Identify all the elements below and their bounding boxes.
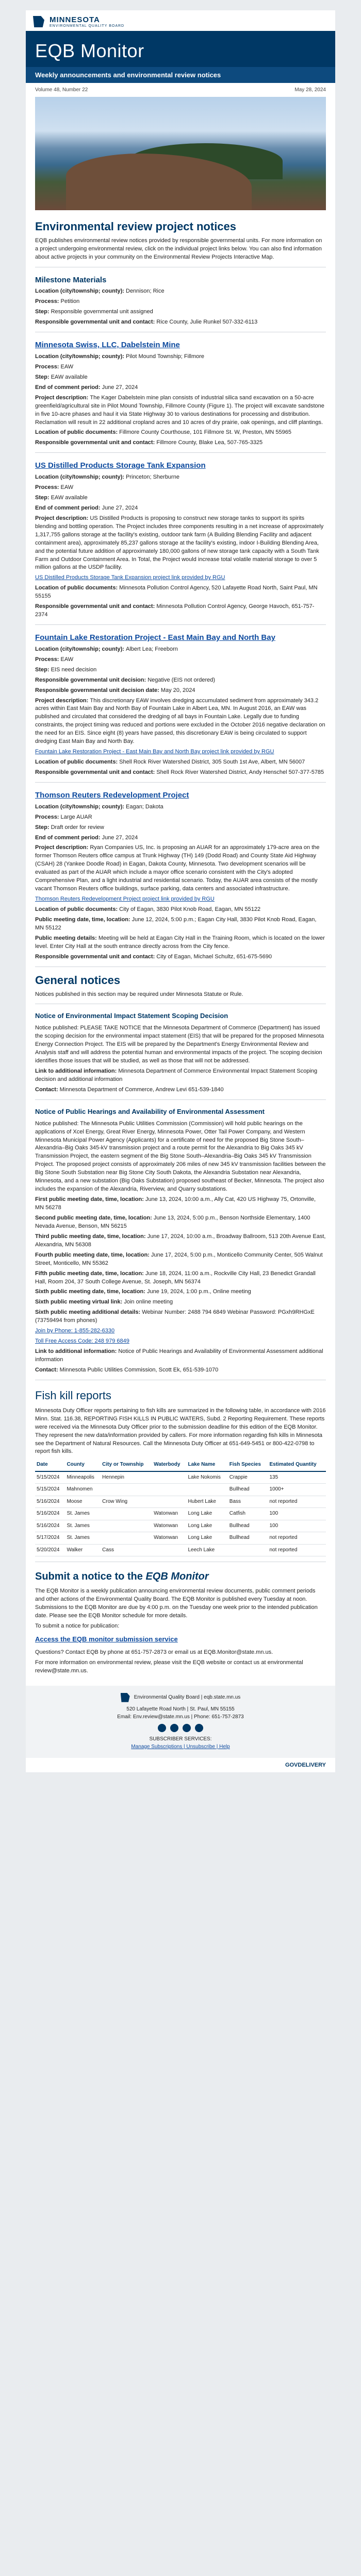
divider	[35, 624, 326, 625]
env-review-intro: EQB publishes environmental review notices provided by responsible governmental units. For more information on a project undergoing environmental review, click on the individual project links below. You can also find information about active projects in your community on the Environmental Review Projects Interactive Map.	[35, 237, 322, 260]
table-cell: Cass	[101, 1544, 152, 1556]
field-label: Location (city/township; county):	[35, 288, 126, 295]
field-row	[35, 1086, 326, 1094]
issue-row	[26, 83, 335, 97]
table-cell	[228, 1544, 268, 1556]
table-row	[35, 1532, 326, 1545]
general-notices-intro: Notices published in this section may be required under Minnesota Statute or Rule.	[35, 991, 243, 997]
column-header: Waterbody	[152, 1459, 186, 1471]
field-row	[35, 834, 326, 842]
social-links	[35, 1724, 326, 1732]
table-cell	[187, 1484, 228, 1496]
table-cell	[101, 1532, 152, 1545]
field-row	[35, 906, 326, 914]
divider	[35, 782, 326, 783]
table-cell: St. James	[65, 1508, 101, 1520]
table-cell: 100	[268, 1520, 326, 1532]
project-title: Milestone Materials	[35, 275, 107, 284]
field-row	[35, 384, 326, 392]
field-row	[35, 769, 326, 777]
field-label: Responsible governmental unit and contact:	[35, 439, 157, 446]
subscription-links[interactable]: Manage Subscriptions | Unsubscribe | Help	[131, 1743, 230, 1750]
table-cell	[101, 1520, 152, 1532]
table-cell: 135	[268, 1471, 326, 1484]
field-row	[35, 1251, 326, 1268]
field-label: Link to additional information:	[35, 1068, 119, 1074]
field-label: Project description:	[35, 844, 90, 851]
field-row	[35, 895, 326, 904]
field-value: EAW available	[51, 494, 88, 501]
field-row	[35, 916, 326, 933]
field-value: Shell Rock River Watershed District, Andy Henschel 507-377-5785	[156, 769, 324, 776]
footer-org: Environmental Quality Board | eqb.state.mn.us	[134, 1694, 241, 1701]
table-cell: Mahnomen	[65, 1484, 101, 1496]
table-cell: Hennepin	[101, 1471, 152, 1484]
email-icon[interactable]	[195, 1724, 203, 1732]
field-label: Sixth public meeting virtual link:	[35, 1299, 124, 1306]
field-row	[35, 363, 326, 371]
column-header: City or Township	[101, 1459, 152, 1471]
table-cell: Long Lake	[187, 1532, 228, 1545]
field-value: Notice of Public Hearings and Availability of Environmental Assessment additional information	[35, 1348, 323, 1363]
column-header: Lake Name	[187, 1459, 228, 1471]
field-row	[35, 353, 326, 361]
divider	[35, 452, 326, 453]
field-label: Process:	[35, 298, 61, 305]
field-row	[35, 666, 326, 674]
field-label: End of comment period:	[35, 834, 102, 841]
field-value: Dennison; Rice	[126, 288, 165, 295]
footer-contact: Email: Env.review@state.mn.us | Phone: 651-757-2873	[117, 1714, 244, 1720]
project-link[interactable]: Toll Free Access Code: 248 979 6849	[35, 1338, 129, 1345]
field-label: Step:	[35, 666, 51, 673]
field-label: Location of public documents:	[35, 906, 120, 913]
table-cell: 5/16/2024	[35, 1508, 65, 1520]
column-header: County	[65, 1459, 101, 1471]
field-row	[35, 953, 326, 961]
table-row	[35, 1520, 326, 1532]
field-label: Process:	[35, 814, 61, 820]
field-label: Step:	[35, 309, 51, 315]
field-value: Responsible governmental unit assigned	[51, 309, 153, 315]
project-list	[35, 267, 326, 961]
field-label: Process:	[35, 363, 61, 370]
table-cell: Lake Nokomis	[187, 1471, 228, 1484]
field-label: Location of public documents:	[35, 429, 120, 436]
notice-title: Notice of Environmental Impact Statement Scoping Decision	[35, 1012, 228, 1020]
notice-list	[35, 1004, 326, 1374]
top-spacer	[0, 0, 361, 10]
newsletter-page	[26, 10, 335, 1772]
field-row	[35, 646, 326, 654]
minnesota-state-icon	[121, 1693, 130, 1702]
field-row	[35, 439, 326, 447]
field-value: Draft order for review	[51, 824, 104, 831]
field-label: Project description:	[35, 394, 90, 401]
field-label: Location of public documents:	[35, 585, 120, 591]
field-label: Responsible governmental unit and contact:	[35, 319, 157, 326]
field-row	[35, 504, 326, 513]
field-value: June 27, 2024	[102, 384, 138, 391]
project-title[interactable]: Minnesota Swiss, LLC, Dabelstein Mine	[35, 341, 180, 350]
table-cell: 5/16/2024	[35, 1520, 65, 1532]
field-value: Princeton; Sherburne	[126, 474, 179, 481]
linkedin-icon[interactable]	[183, 1724, 191, 1732]
field-value: Rice County, Julie Runkel 507-332-6113	[156, 319, 258, 326]
fish-kill-intro: Minnesota Duty Officer reports pertaining to fish kills are summarized in the following table, in accordance with 2016 Minn. Stat. 116.38, REPORTING FISH KILLS IN PUBLIC WATERS, Subd. 2 Reporting Requirement. These reports were received via the Minnesota Duty Officer prior to the submission deadline for this edition of the EQB Monitor. They represent the new data/information provided by callers. For more information regarding fish kills in Minnesota see the Department of Natural Resources. Call the Minnesota Duty Officer at 651-649-5451 or 800-422-0798 to report fish kills.	[35, 1407, 326, 1455]
table-cell: St. James	[65, 1532, 101, 1545]
table-cell: 5/17/2024	[35, 1532, 65, 1545]
field-label: Project description:	[35, 515, 90, 521]
field-row	[35, 574, 326, 582]
footer	[26, 1686, 335, 1758]
govdelivery-logo: GOVDELIVERY	[285, 1761, 326, 1768]
table-row	[35, 1471, 326, 1484]
field-label: Third public meeting date, time, location:	[35, 1233, 147, 1240]
field-value: June 17, 2024, 5:00 p.m., Monticello Community Center, 505 Walnut Street, Monticello, MN 55362	[35, 1251, 323, 1266]
field-value: EAW	[60, 363, 74, 370]
field-label: Public meeting date, time, location:	[35, 916, 132, 923]
submission-service-link[interactable]: Access the EQB monitor submission service	[35, 1635, 178, 1643]
table-cell	[152, 1484, 186, 1496]
project-link[interactable]: Fountain Lake Restoration Project - East Main Bay and North Bay project link provided by RGU	[35, 749, 274, 755]
footer-logo	[35, 1693, 326, 1702]
table-row	[35, 1544, 326, 1556]
field-row	[35, 287, 326, 296]
field-label: Location (city/township; county):	[35, 474, 126, 481]
field-label: Fourth public meeting date, time, location:	[35, 1251, 151, 1258]
field-label: First public meeting date, time, location:	[35, 1196, 145, 1203]
column-header: Date	[35, 1459, 65, 1471]
notice-body: Notice published: The Minnesota Public Utilities Commission (Commission) will hold public hearings on the applications of Xcel Energy, Great River Energy, Minnesota Power, Otter Tail Power Company, and Western Minnesota Municipal Power Agency (Applicants) for a certificate of need for the proposed Big Stone South–Alexandria–Big Oaks 345-kV transmission project and a route permit for the Alexandria to Big Oaks 345 kV Transmission Project, the eastern segment of the Big Stone South–Alexandria–Big Oaks 345 kV Transmission Project. The proposed project consists of approximately 206 miles of new 345 kV transmission facilities between the Big Stone South Substation near Big Stone City South Dakota, the Alexandria Substation near Alexandria, Minnesota, and a new substation (Big Oaks Substation) proposed southeast of Becker, Minnesota. The project also includes the expansion of the Alexandria, Riverview, and Quarry substations.	[35, 1120, 326, 1193]
table-cell: 1000+	[268, 1484, 326, 1496]
field-row	[35, 758, 326, 767]
table-cell: Crow Wing	[101, 1496, 152, 1508]
field-label: End of comment period:	[35, 504, 102, 511]
project-link[interactable]: Join by Phone: 1-855-282-6330	[35, 1328, 115, 1334]
field-label: Fifth public meeting date, time, location:	[35, 1270, 145, 1277]
field-row	[35, 1214, 326, 1231]
main-content	[26, 210, 335, 1686]
field-row	[35, 1366, 326, 1375]
field-label: Second public meeting date, time, location:	[35, 1214, 154, 1221]
field-value: Negative (EIS not ordered)	[147, 676, 216, 683]
field-value: June 27, 2024	[102, 834, 138, 841]
field-row	[35, 814, 326, 822]
field-label: End of comment period:	[35, 384, 102, 391]
table-cell: Moose	[65, 1496, 101, 1508]
field-value: Ryan Companies US, Inc. is proposing an AUAR for an approximately 179-acre area on the former Thomson Reuters office campus at Trunk Highway (TH) 149 (Dodd Road) and County State Aid Highway (CSAH) 28 (Yankee Doodle Road) in Eagan, Dakota County, Minnesota. Two development scenarios will be evaluated as part of the AUAR which include a mayor office scenario consistent with the City's adopted Comprehensive Plan, and a light industrial and residential scenario. Today, the AUAR area consists of the mostly vacant Thomson Reuters office buildings, surface parking, data centers and associated infrastructure.	[35, 844, 320, 892]
field-value: May 20, 2024	[160, 687, 195, 693]
table-cell: 5/15/2024	[35, 1471, 65, 1484]
field-value: Join online meeting	[124, 1299, 173, 1306]
table-row	[35, 1496, 326, 1508]
project-title[interactable]: US Distilled Products Storage Tank Expansion	[35, 461, 206, 470]
field-value: June 27, 2024	[102, 504, 138, 511]
field-value: Minnesota Public Utilities Commission, Scott Ek, 651-539-1070	[59, 1366, 219, 1373]
field-value: Meeting will be held at Eagan City Hall in the Training Room, which is located on the lower level. Enter City Hall at the south entrance directly across from the City fence.	[35, 935, 325, 950]
table-cell: Watonwan	[152, 1520, 186, 1532]
table-cell: 5/15/2024	[35, 1484, 65, 1496]
table-cell	[152, 1496, 186, 1508]
field-label: Contact:	[35, 1366, 60, 1373]
field-row	[35, 1348, 326, 1364]
divider	[35, 1099, 326, 1100]
field-value: June 18, 2024, 11:00 a.m., Rockville City Hall, 23 Benedict Grandall Hall, Room 204, 37 South College Avenue, St. Joseph, MN 56374	[35, 1270, 316, 1285]
table-cell: Long Lake	[187, 1508, 228, 1520]
table-cell: Watonwan	[152, 1508, 186, 1520]
field-label: Sixth public meeting additional details:	[35, 1309, 142, 1316]
field-row	[35, 298, 326, 306]
issue-date: May 28, 2024	[294, 87, 326, 93]
table-cell: Watonwan	[152, 1532, 186, 1545]
field-label: Step:	[35, 494, 51, 501]
field-value: Pilot Mound Township; Fillmore	[126, 353, 205, 360]
hero-image	[35, 97, 326, 210]
submit-notice-title	[35, 1569, 326, 1584]
field-label: Public meeting details:	[35, 935, 99, 941]
field-label: Contact:	[35, 1086, 60, 1093]
field-label: Location of public documents:	[35, 759, 120, 766]
table-header-row	[35, 1459, 326, 1471]
masthead	[26, 31, 335, 83]
table-cell: Bullhead	[228, 1532, 268, 1545]
column-header: Estimated Quantity	[268, 1459, 326, 1471]
x-icon[interactable]	[170, 1724, 178, 1732]
table-cell: Catfish	[228, 1508, 268, 1520]
table-cell: Hubert Lake	[187, 1496, 228, 1508]
field-value: Fillmore County, Blake Lea, 507-765-3325	[156, 439, 263, 446]
table-cell	[101, 1484, 152, 1496]
table-cell: Leech Lake	[187, 1544, 228, 1556]
table-cell	[152, 1471, 186, 1484]
field-value: EAW	[60, 484, 74, 491]
field-label: Responsible governmental unit and contact:	[35, 603, 157, 610]
field-row	[35, 1337, 326, 1346]
field-value: June 12, 2024, 5:00 p.m.; Eagan City Hall, 3830 Pilot Knob Road, Eagan, MN 55122	[35, 916, 317, 931]
submit-paragraph-4: For more information on environmental review, please visit the EQB website or contact us at environmental review@state.mn.us.	[35, 1659, 303, 1674]
table-cell: 100	[268, 1508, 326, 1520]
field-row	[35, 1309, 326, 1325]
field-value: Minnesota Pollution Control Agency, George Havoch, 651-757-2374	[35, 603, 315, 618]
field-row	[35, 1298, 326, 1307]
table-cell: Crappie	[228, 1471, 268, 1484]
field-row	[35, 676, 326, 685]
notice-title: Notice of Public Hearings and Availability of Environmental Assessment	[35, 1107, 265, 1115]
minnesota-state-icon	[33, 16, 44, 27]
field-row	[35, 687, 326, 695]
footer-address: 520 Lafayette Road North | St. Paul, MN 55155	[126, 1706, 235, 1712]
table-cell	[101, 1508, 152, 1520]
masthead-subtitle: Weekly announcements and environmental review notices	[26, 67, 335, 83]
field-row	[35, 603, 326, 619]
field-label: Process:	[35, 484, 61, 491]
general-notices-title: General notices	[35, 973, 121, 987]
field-label: Responsible governmental unit decision date:	[35, 687, 161, 693]
field-label: Project description:	[35, 697, 90, 704]
field-value: The Kager Dabelstein mine plan consists of industrial silica sand excavation on a 50-acre greenfield/agricultural site in Pilot Mound Township, Fillmore County (Figure 1). The project will excavate sandstone in five 10-acre phases and haul it via State Highway 30 to various destinations for processing and distribution. Reclamation will result in 22 additional cropland acres and 10 acres of dry prairie, oak openings, and cliff plantings.	[35, 394, 324, 426]
field-value: City of Eagan, 3830 Pilot Knob Road, Eagan, MN 55122	[119, 906, 261, 913]
field-row	[35, 308, 326, 316]
field-value: Albert Lea; Freeborn	[126, 646, 178, 652]
field-value: Shell Rock River Watershed District, 305 South 1st Ave, Albert, MN 56007	[119, 759, 305, 766]
field-value: June 19, 2024, 1:00 p.m., Online meeting	[146, 1289, 251, 1295]
field-row	[35, 824, 326, 832]
table-cell: Bullhead	[228, 1484, 268, 1496]
field-row	[35, 803, 326, 811]
table-row	[35, 1484, 326, 1496]
field-value: EAW	[60, 656, 74, 663]
field-value: Webinar Number: 2488 794 6849 Webinar Password: PGxh9RHGxE (73759494 from phones)	[35, 1309, 315, 1324]
submit-paragraph-2: To submit a notice for publication:	[35, 1623, 120, 1630]
table-cell	[152, 1544, 186, 1556]
submit-title-em: EQB Monitor	[145, 1571, 209, 1583]
field-label: Responsible governmental unit and contact:	[35, 769, 157, 776]
field-row	[35, 1067, 326, 1084]
field-label: Link to additional information:	[35, 1348, 119, 1355]
table-row	[35, 1508, 326, 1520]
field-value: This discretionary EAW involves dredging accumulated sediment from approximately 343.2 acres within East Main Bay and North Bay of Fountain Lake in Albert Lea, MN. In August 2016, an EAW was published and circulated that considered the dredging of all bays in Fountain Lake. Legally due to funding constraints, the project timing was reduced and portions were excluded in the October 2016 negative declaration on the need for an EIS. Since eight (8) years have passed, this discretionary EAW is being circulated to support dredging East Main Bay and North Bay.	[35, 697, 325, 745]
table-cell: 5/20/2024	[35, 1544, 65, 1556]
field-value: US Distilled Products is proposing to construct new storage tanks to support its spirits blending and bottling operation. The Project includes three components resulting in a net increase of approximately 1,317,755 gallons storage at the facility's existing, outdoor tank farm (A Building Blending Facility and adjacent containment area), approximately 85,237 gallons storage at the facility's existing, indoor I-Building Blending Area, and the potential future addition of approximately 180,000 gallons of new storage tank capacity with a South Tank Farm and Outdoor Containment Area. In Total, the Project would increase total volatile material storage to over 5 million gallons at the USDP facility.	[35, 515, 324, 571]
table-cell: Long Lake	[187, 1520, 228, 1532]
field-row	[35, 844, 326, 893]
field-value: June 13, 2024, 5:00 p.m., Benson Northside Elementary, 1400 Nevada Avenue, Benson, MN 56215	[35, 1214, 310, 1229]
field-row	[35, 494, 326, 502]
field-row	[35, 697, 326, 747]
notice-body: Notice published: PLEASE TAKE NOTICE that the Minnesota Department of Commerce (Department) has issued the scoping decision for the environmental impact statement (EIS) that will be prepared for the proposed Minnesota Energy Connection Project. The EIS will be prepared by the Department's Energy Environmental Review and Analysis staff and will address the potential human and environmental impacts of the project. The scoping decision identifies those issues that will be studied, as well as those that will not be addressed.	[35, 1025, 324, 1064]
env-review-title: Environmental review project notices	[35, 220, 237, 233]
issue-volume: Volume 48, Number 22	[35, 87, 88, 93]
table-cell: not reported	[268, 1544, 326, 1556]
field-row	[35, 515, 326, 572]
brand-board: ENVIRONMENTAL QUALITY BOARD	[50, 24, 125, 28]
field-row	[35, 1233, 326, 1249]
column-header: Fish Species	[228, 1459, 268, 1471]
field-row	[35, 394, 326, 427]
project-link[interactable]: Thomson Reuters Redevelopment Project project link provided by RGU	[35, 896, 215, 903]
field-value: June 13, 2024, 10:00 a.m., Ally Cat, 420 US Highway 75, Ortonville, MN 56278	[35, 1196, 316, 1211]
field-row	[35, 473, 326, 482]
field-value: Minnesota Pollution Control Agency, 520 Lafayette Road North, Saint Paul, MN 55155	[35, 585, 318, 600]
field-label: Step:	[35, 824, 51, 831]
table-cell: Bullhead	[228, 1520, 268, 1532]
table-cell: Walker	[65, 1544, 101, 1556]
masthead-title: EQB Monitor	[35, 40, 144, 61]
field-row	[35, 374, 326, 382]
field-value: Fillmore County Courthouse, 101 Fillmore St. W, Preston, MN 55965	[119, 429, 291, 436]
field-label: Location (city/township; county):	[35, 353, 126, 360]
field-value: Petition	[60, 298, 80, 305]
table-cell: Bass	[228, 1496, 268, 1508]
mn-logo	[26, 10, 335, 31]
field-row	[35, 1270, 326, 1286]
fish-kill-table	[35, 1459, 326, 1556]
submit-paragraph-1: The EQB Monitor is a weekly publication announcing environmental review documents, public comment periods and other actions of the Environmental Quality Board. The EQB Monitor is published every Tuesday at noon. Submissions to the EQB Monitor are due by 4:00 p.m. on the Tuesday one week prior to the intended publication date. Please see the EQB Monitor schedule for more details.	[35, 1588, 318, 1619]
field-label: Responsible governmental unit and contact:	[35, 953, 157, 960]
brand-state: MINNESOTA	[50, 15, 100, 24]
field-label: Step:	[35, 374, 51, 380]
field-row	[35, 656, 326, 664]
field-label: Location (city/township; county):	[35, 803, 126, 810]
field-label: Location (city/township; county):	[35, 646, 126, 652]
field-row	[35, 429, 326, 437]
field-row	[35, 748, 326, 756]
field-row	[35, 318, 326, 327]
submit-paragraph-3: Questions? Contact EQB by phone at 651-757-2873 or email us at EQB.Monitor@state.mn.us.	[35, 1649, 273, 1655]
field-label: Process:	[35, 656, 61, 663]
field-label: Responsible governmental unit decision:	[35, 676, 148, 683]
field-row	[35, 584, 326, 601]
project-title[interactable]: Fountain Lake Restoration Project - East Main Bay and North Bay	[35, 633, 275, 642]
field-value: Minnesota Department of Commerce, Andrew Levi 651-539-1840	[59, 1086, 224, 1093]
table-cell: St. James	[65, 1520, 101, 1532]
field-row	[35, 935, 326, 951]
fish-kill-title: Fish kill reports	[35, 1388, 111, 1402]
field-row	[35, 1327, 326, 1335]
field-value: Minnesota Department of Commerce Environmental Impact Statement Scoping decision and additional information	[35, 1068, 318, 1082]
field-value: Eagan; Dakota	[126, 803, 163, 810]
table-cell: Minneapolis	[65, 1471, 101, 1484]
field-row	[35, 484, 326, 492]
table-cell: 5/16/2024	[35, 1496, 65, 1508]
table-cell: not reported	[268, 1496, 326, 1508]
table-cell: not reported	[268, 1532, 326, 1545]
field-row	[35, 1196, 326, 1212]
project-link[interactable]: US Distilled Products Storage Tank Expansion project link provided by RGU	[35, 574, 225, 581]
field-label: Sixth public meeting date, time, location:	[35, 1289, 147, 1295]
field-value: Large AUAR	[60, 814, 92, 820]
field-value: EIS need decision	[51, 666, 97, 673]
project-title[interactable]: Thomson Reuters Redevelopment Project	[35, 790, 189, 800]
submit-title-prefix: Submit a notice to the	[35, 1571, 146, 1583]
field-value: June 17, 2024, 10:00 a.m., Broadway Ballroom, 513 20th Avenue East, Alexandria, MN 56308	[35, 1233, 326, 1248]
field-value: EAW available	[51, 374, 88, 380]
facebook-icon[interactable]	[158, 1724, 166, 1732]
field-row	[35, 1288, 326, 1296]
field-value: City of Eagan, Michael Schultz, 651-675-5690	[156, 953, 272, 960]
subscriber-services: SUBSCRIBER SERVICES:	[149, 1736, 212, 1742]
